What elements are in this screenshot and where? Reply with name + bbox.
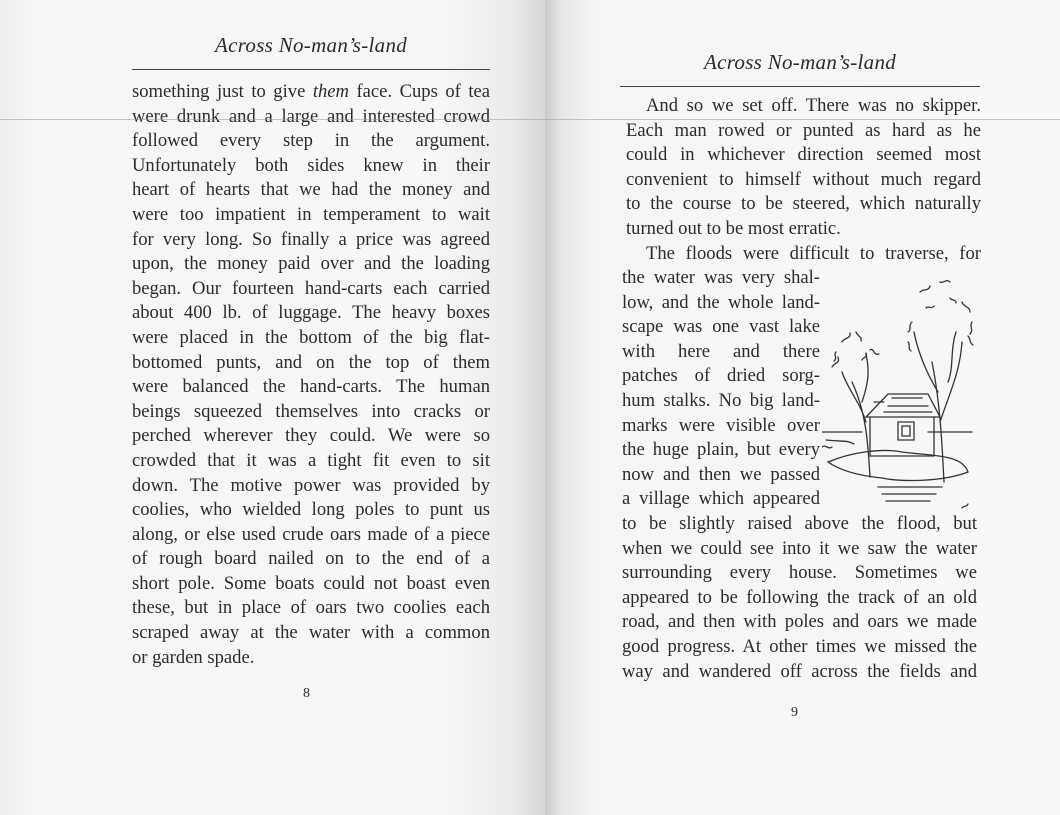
text-line: Each man rowed or punted as hard as he (626, 119, 981, 141)
text-line: road, and then with poles and oars we made (622, 611, 977, 633)
text-line: surrounding every house. Sometimes we (622, 562, 977, 584)
text-line: were balanced the hand-carts. The human (132, 376, 490, 398)
text-line: to be slightly raised above the flood, but (622, 513, 977, 534)
text-span: face. Cups of tea (348, 81, 490, 102)
emphasized-word: them (312, 81, 349, 102)
text-line: for very long. So finally a price was agreed (132, 228, 490, 250)
text-line: appeared to be following the track of an old (622, 586, 977, 608)
text-line: beings squeezed themselves into cracks or (132, 400, 490, 422)
flooded-village-illustration (822, 272, 984, 512)
left-body-text (132, 80, 490, 670)
text-line: way and wandered off across the fields and (622, 660, 977, 682)
text-line: The floods were difficult to traverse, for (646, 242, 981, 264)
text-line: short pole. Some boats could not boast even (132, 572, 490, 594)
text-line: bottomed punts, and on the top of them (132, 351, 490, 373)
text-line: could in whichever direction seemed most (626, 144, 981, 166)
text-line: now and then we passed (622, 463, 820, 485)
text-line: or garden spade. (132, 646, 255, 668)
text-line: a village which appeared (622, 488, 820, 510)
text-line: low, and the whole land- (622, 291, 820, 313)
text-line: upon, the money paid over and the loading (132, 253, 490, 275)
text-line: perched wherever they could. We were so (132, 425, 490, 447)
text-line (132, 80, 490, 105)
text-line: crowded that it was a tight fit even to sit (132, 449, 490, 471)
text-line: good progress. At other times we missed the (622, 635, 977, 657)
text-line: these, but in place of oars two coolies each (132, 597, 490, 619)
right-body-text-beside-illustration (622, 266, 820, 512)
text-line: hum stalks. No big land- (622, 389, 820, 411)
text-line: with here and there (622, 340, 820, 362)
text-line: down. The motive power was provided by (132, 474, 490, 496)
text-line: to the course to be steered, which naturally (626, 193, 981, 215)
text-line: And so we set off. There was no skipper. (646, 95, 981, 116)
text-line: the water was very shal- (622, 267, 820, 288)
text-line: coolies, who wielded long poles to punt us (132, 499, 490, 521)
right-page-number: 9 (791, 705, 798, 720)
right-body-text-bottom (622, 512, 977, 684)
text-line: were drunk and a large and interested crowd (132, 105, 490, 127)
text-line: about 400 lb. of luggage. The heavy boxes (132, 302, 490, 324)
text-line: of rough board nailed on to the end of a (132, 548, 490, 570)
text-line: along, or else used crude oars made of a piece (132, 523, 490, 545)
text-span: something just to give (132, 81, 313, 102)
left-header-rule (132, 69, 490, 70)
text-line: were too impatient in temperament to wait (132, 203, 490, 225)
text-line: began. Our fourteen hand-carts each carried (132, 277, 490, 299)
text-line: marks were visible over (622, 414, 820, 436)
right-header-rule (620, 86, 980, 87)
left-running-header: Across No-man’s-land (214, 33, 408, 57)
text-line: patches of dried sorg- (622, 365, 820, 387)
text-line: turned out to be most erratic. (626, 217, 841, 239)
text-line: the huge plain, but every (622, 439, 820, 461)
text-line: heart of hearts that we had the money and (132, 179, 490, 201)
text-line: followed every step in the argument. (132, 130, 490, 152)
text-line: scape was one vast lake (622, 316, 820, 338)
scan-crease-line (0, 119, 1060, 120)
left-page-number: 8 (303, 686, 310, 701)
text-line: were placed in the bottom of the big flat- (132, 326, 490, 348)
text-line: scraped away at the water with a common (132, 622, 490, 644)
text-line: Unfortunately both sides knew in their (132, 154, 490, 176)
right-running-header: Across No-man’s-land (703, 50, 897, 74)
text-line: convenient to himself without much regard (626, 168, 981, 190)
text-line: when we could see into it we saw the water (622, 537, 977, 559)
